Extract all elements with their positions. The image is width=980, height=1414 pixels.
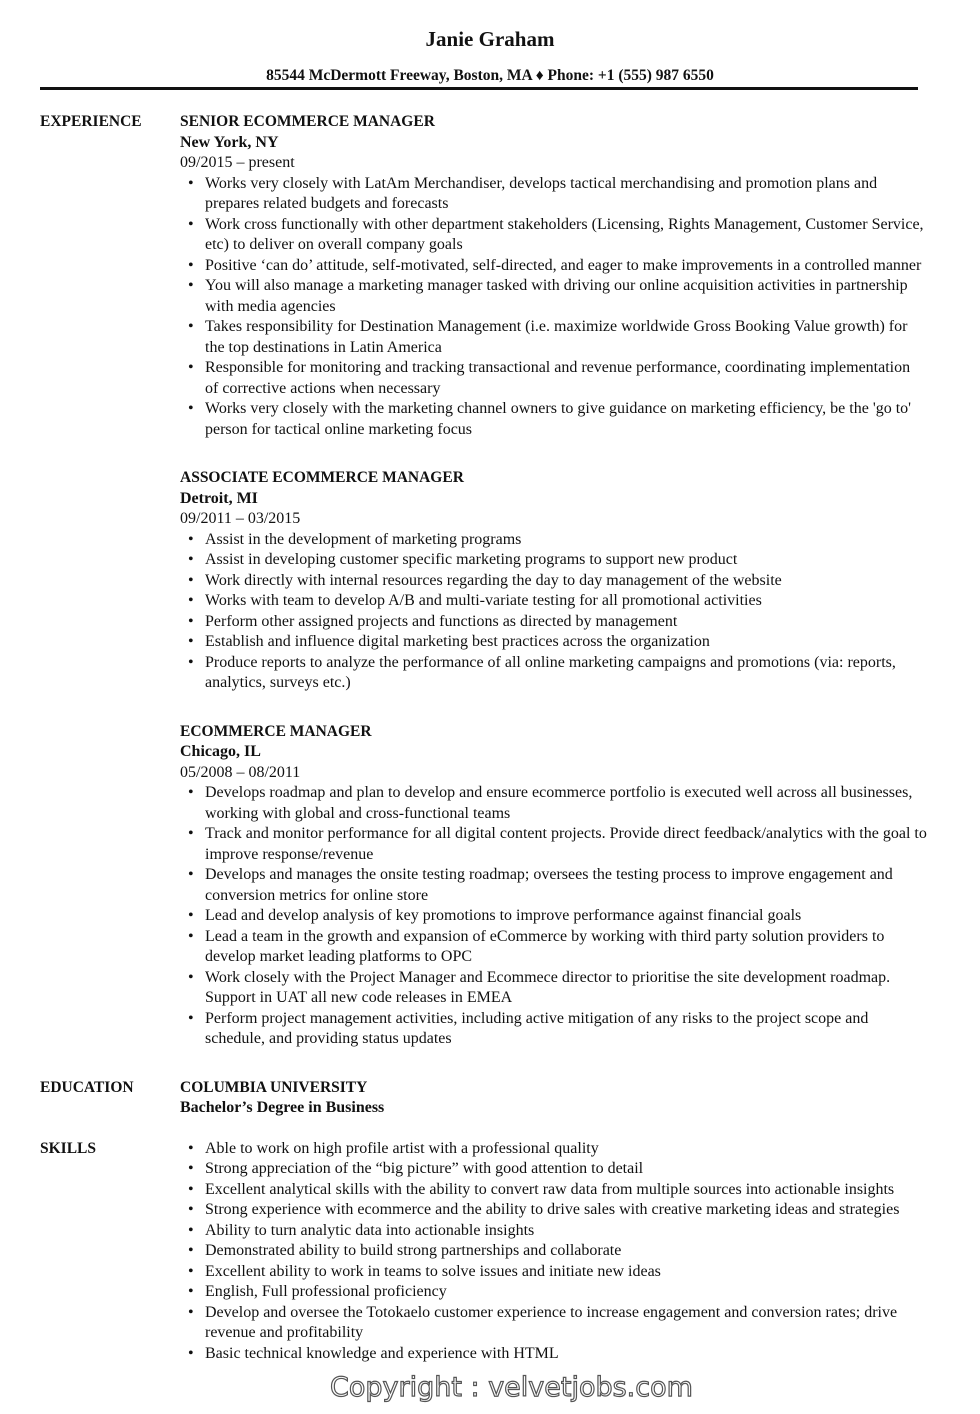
bullet-item: • Track and monitor performance for all digital content projects. Provide direct feedback/analytics with the goal to improve response/revenue <box>180 824 927 865</box>
bullet-item: • Positive ‘can do’ attitude, self-motivated, self-directed, and eager to make improvements in a controlled manner <box>180 256 927 277</box>
section-label: EDUCATION <box>40 1078 134 1096</box>
resume-body <box>0 112 980 1392</box>
bullet-item: • Works very closely with LatAm Merchandiser, develops tactical merchandising and promotion plans and prepares related budgets and forecasts <box>180 174 927 215</box>
bullet-item: • Develops and manages the onsite testing roadmap; oversees the testing process to improve engagement and conversion metrics for online store <box>180 865 927 906</box>
bullet-item: • Establish and influence digital marketing best practices across the organization <box>180 632 927 653</box>
candidate-name: Janie Graham <box>425 27 555 51</box>
skill-item: • Excellent ability to work in teams to solve issues and initiate new ideas <box>180 1262 927 1283</box>
job-location: Chicago, IL <box>180 743 261 760</box>
skill-item: • Ability to turn analytic data into actionable insights <box>180 1221 927 1242</box>
skill-item: • Able to work on high profile artist with a professional quality <box>180 1139 927 1160</box>
skills-section <box>0 1139 980 1365</box>
bullet-item: • Perform other assigned projects and functions as directed by management <box>180 612 927 633</box>
job-title: ASSOCIATE ECOMMERCE MANAGER <box>180 469 464 486</box>
skill-item: • English, Full professional proficiency <box>180 1282 927 1303</box>
bullet-item: • Work cross functionally with other department stakeholders (Licensing, Rights Management, Customer Service, etc) to deliver on overall company goals <box>180 215 927 256</box>
bullet-item: • Develops roadmap and plan to develop and ensure ecommerce portfolio is executed well across all businesses, working with global and cross-functional teams <box>180 783 927 824</box>
skill-item: • Basic technical knowledge and experience with HTML <box>180 1344 927 1365</box>
experience-section <box>0 112 980 1050</box>
bullet-item: • Assist in the development of marketing programs <box>180 530 927 551</box>
job-bullets <box>180 174 930 441</box>
degree: Bachelor’s Degree in Business <box>180 1099 385 1116</box>
job-location: Detroit, MI <box>180 489 258 507</box>
job-entry <box>180 112 930 440</box>
skills-list <box>180 1139 930 1365</box>
school-name: COLUMBIA UNIVERSITY <box>180 1078 368 1096</box>
bullet-item: • Produce reports to analyze the performance of all online marketing campaigns and promotions (via: reports, analytics, surveys etc.) <box>180 653 927 694</box>
bullet-item: • Works with team to develop A/B and multi-variate testing for all promotional activities <box>180 591 927 612</box>
bullet-item: • You will also manage a marketing manager tasked with driving our online acquisition activities in partnership with media agencies <box>180 276 927 317</box>
section-label: EXPERIENCE <box>40 113 142 130</box>
section-label: SKILLS <box>40 1139 97 1157</box>
job-bullets <box>180 783 930 1050</box>
skill-item: • Demonstrated ability to build strong partnerships and collaborate <box>180 1241 927 1262</box>
bullet-item: • Lead a team in the growth and expansion of eCommerce by working with third party solution providers to develop market leading platforms to OPC <box>180 927 927 968</box>
header-divider <box>40 87 918 90</box>
bullet-item: • Takes responsibility for Destination Management (i.e. maximize worldwide Gross Booking Value growth) for the top destinations in Latin America <box>180 317 927 358</box>
job-location: New York, NY <box>180 133 279 151</box>
bullet-item: • Perform project management activities, including active mitigation of any risks to the project scope and schedule, and providing status updates <box>180 1009 927 1050</box>
education-section <box>0 1078 980 1119</box>
job-title: SENIOR ECOMMERCE MANAGER <box>180 113 435 130</box>
job-entry <box>180 722 930 1050</box>
skill-item: • Strong appreciation of the “big picture” with good attention to detail <box>180 1159 927 1180</box>
job-bullets <box>180 530 930 694</box>
skill-item: • Develop and oversee the Totokaelo customer experience to increase engagement and conversion rates; drive revenue and profitability <box>180 1303 927 1344</box>
skill-item: • Excellent analytical skills with the ability to convert raw data from multiple sources into actionable insights <box>180 1180 927 1201</box>
contact-line: 85544 McDermott Freeway, Boston, MA ♦ Phone: +1 (555) 987 6550 <box>266 67 714 84</box>
watermark: Copyright : velvetjobs.com <box>330 1372 693 1403</box>
job-dates: 05/2008 – 08/2011 <box>180 763 301 781</box>
skill-item: • Strong experience with ecommerce and the ability to drive sales with creative marketing ideas and strategies <box>180 1200 927 1221</box>
bullet-item: • Responsible for monitoring and tracking transactional and revenue performance, coordinating implementation of corrective actions when necessary <box>180 358 927 399</box>
job-dates: 09/2011 – 03/2015 <box>180 510 301 527</box>
bullet-item: • Lead and develop analysis of key promotions to improve performance against financial goals <box>180 906 927 927</box>
job-dates: 09/2015 – present <box>180 154 295 171</box>
bullet-item: • Works very closely with the marketing channel owners to give guidance on marketing efficiency, be the 'go to' person for tactical online marketing focus <box>180 399 927 440</box>
bullet-item: • Assist in developing customer specific marketing programs to support new product <box>180 550 927 571</box>
bullet-item: • Work directly with internal resources regarding the day to day management of the website <box>180 571 927 592</box>
job-title: ECOMMERCE MANAGER <box>180 722 372 740</box>
job-entry <box>180 468 930 694</box>
bullet-item: • Work closely with the Project Manager and Ecommece director to prioritise the site development roadmap. Support in UAT all new code releases in EMEA <box>180 968 927 1009</box>
